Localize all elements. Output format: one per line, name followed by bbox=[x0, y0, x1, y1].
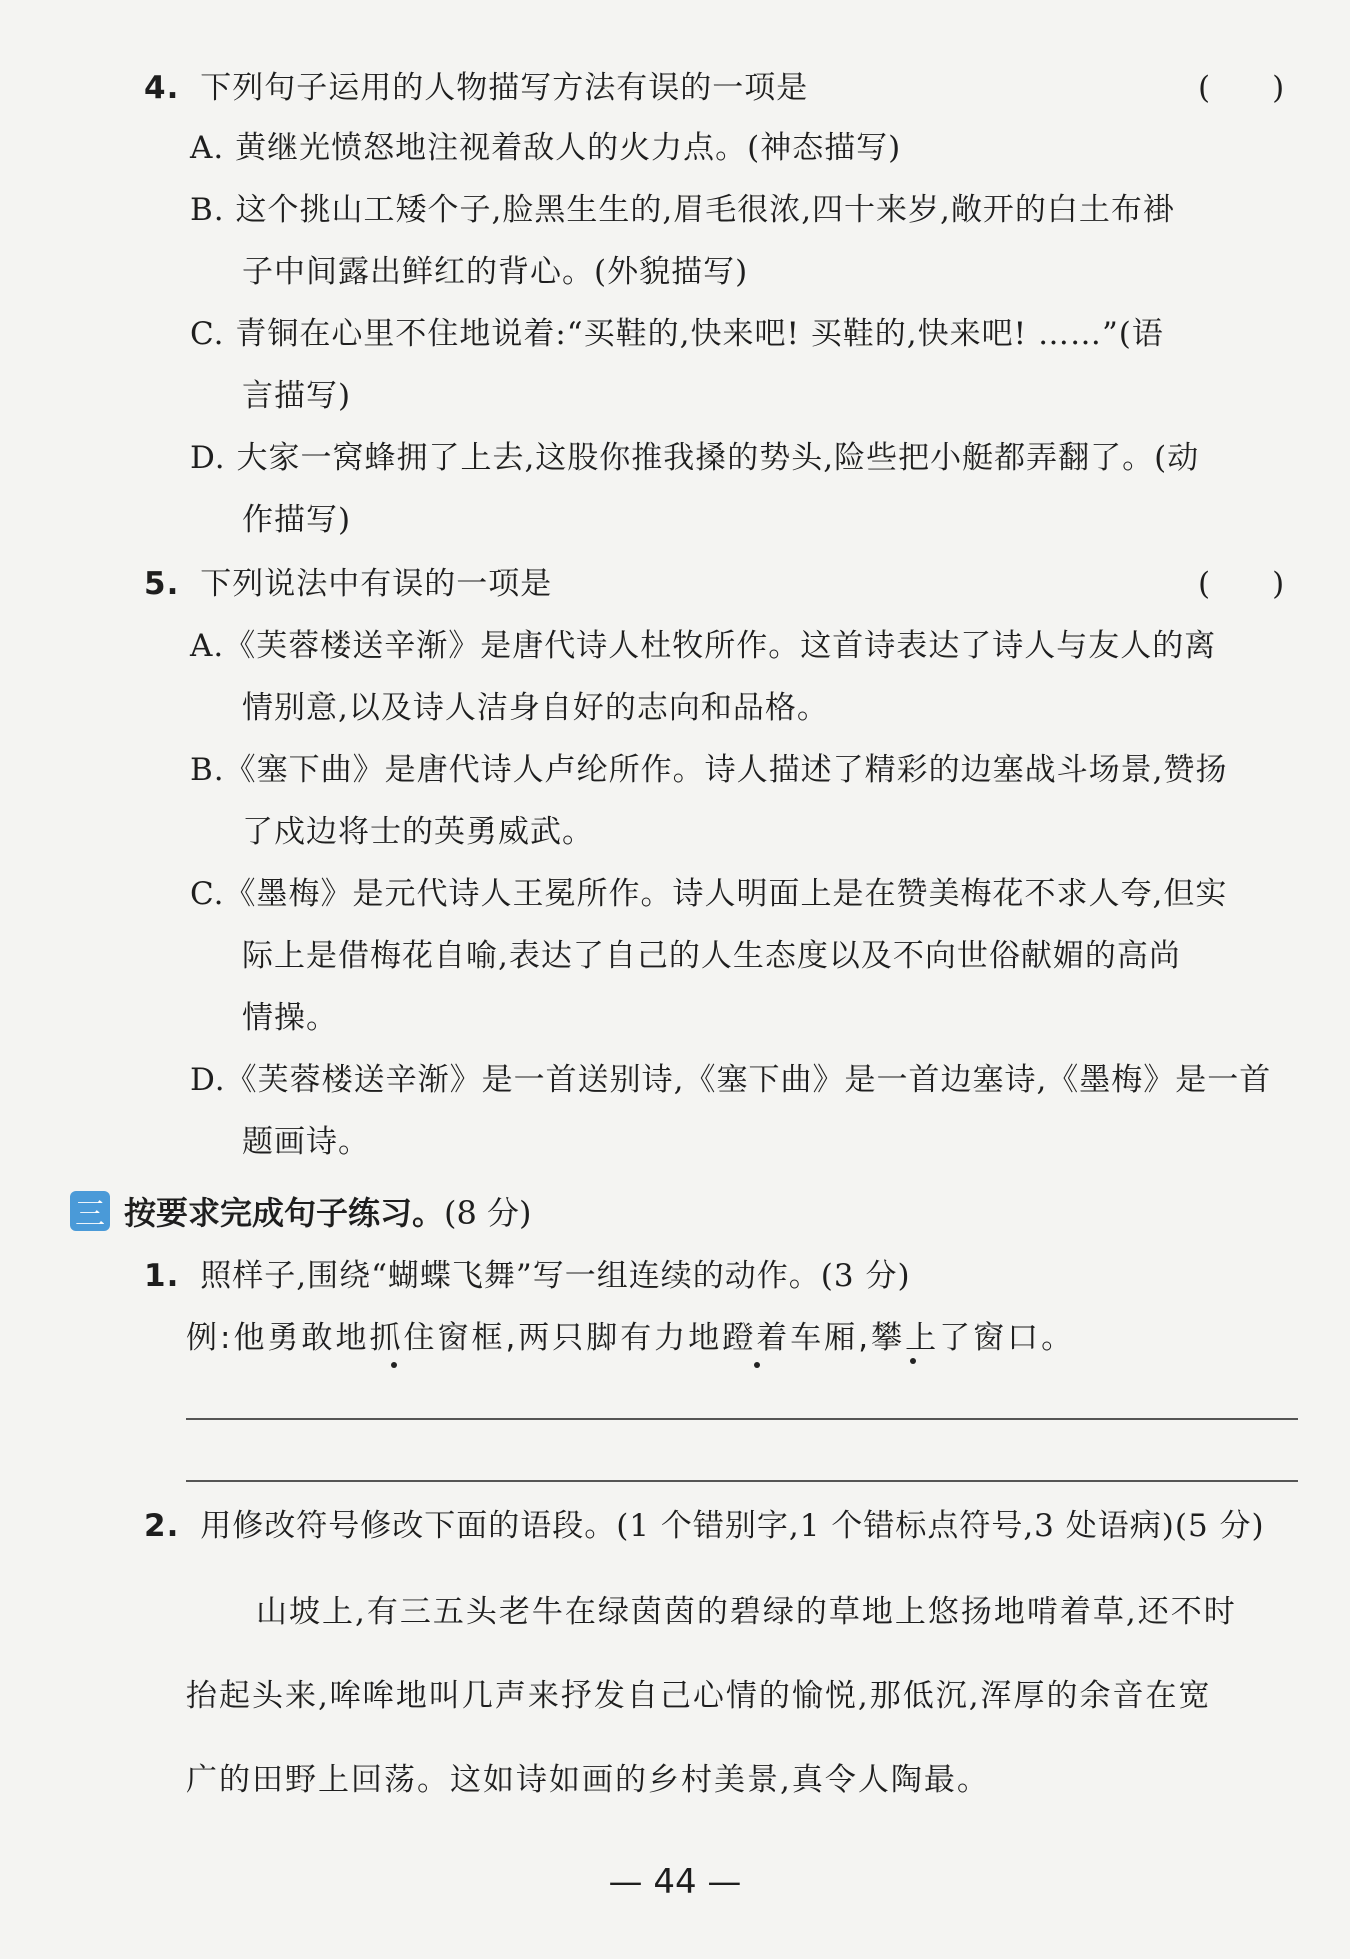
q5-option-a: A.《芙蓉楼送辛渐》是唐代诗人杜牧所作。这首诗表达了诗人与友人的离 bbox=[190, 628, 1217, 664]
emphasis-dot bbox=[391, 1362, 397, 1368]
question-number: 4. bbox=[144, 70, 180, 106]
q5-option-b-cont: 了戍边将士的英勇威武。 bbox=[242, 814, 594, 850]
section-title-text: 按要求完成句子练习。 bbox=[124, 1194, 445, 1232]
question-number: 1. bbox=[144, 1258, 180, 1294]
q5-option-c: C.《墨梅》是元代诗人王冕所作。诗人明面上是在赞美梅花不求人夸,但实 bbox=[190, 876, 1228, 912]
q5-option-c-cont2: 情操。 bbox=[242, 1000, 338, 1036]
q5-option-b: B.《塞下曲》是唐代诗人卢纶所作。诗人描述了精彩的边塞战斗场景,赞扬 bbox=[190, 752, 1228, 788]
section-points: (8 分) bbox=[444, 1194, 532, 1232]
q4-option-d-cont: 作描写) bbox=[242, 502, 352, 538]
q5-option-d-cont: 题画诗。 bbox=[242, 1124, 370, 1160]
answer-parentheses: ( ) bbox=[1198, 566, 1285, 602]
q4-option-a: A. 黄继光愤怒地注视着敌人的火力点。(神态描写) bbox=[190, 130, 902, 166]
question-stem: 下列句子运用的人物描写方法有误的一项是 bbox=[200, 70, 809, 106]
passage-line-2: 抬起头来,哞哞地叫几声来抒发自己心情的愉悦,那低沉,浑厚的余音在宽 bbox=[186, 1678, 1212, 1714]
emphasis-dot bbox=[754, 1362, 760, 1368]
q4-option-d: D. 大家一窝蜂拥了上去,这股你推我搡的势头,险些把小艇都弄翻了。(动 bbox=[190, 440, 1200, 476]
section-badge: 三 bbox=[70, 1191, 110, 1231]
q5-option-a-cont: 情别意,以及诗人洁身自好的志向和品格。 bbox=[242, 690, 829, 726]
answer-parentheses: ( ) bbox=[1198, 70, 1285, 106]
section-title bbox=[124, 1188, 532, 1234]
answer-line[interactable] bbox=[186, 1480, 1298, 1482]
example-sentence: 例:他勇敢地抓住窗框,两只脚有力地蹬着车厢,攀上了窗口。 bbox=[186, 1320, 1076, 1356]
q4-option-b: B. 这个挑山工矮个子,脸黑生生的,眉毛很浓,四十来岁,敞开的白土布褂 bbox=[190, 192, 1175, 228]
question-5 bbox=[144, 564, 552, 604]
page-number: — 44 — bbox=[608, 1862, 742, 1902]
question-text: 照样子,围绕“蝴蝶飞舞”写一组连续的动作。(3 分) bbox=[200, 1258, 911, 1294]
q4-option-c: C. 青铜在心里不住地说着:“买鞋的,快来吧! 买鞋的,快来吧! ……”(语 bbox=[190, 316, 1164, 352]
question-stem: 下列说法中有误的一项是 bbox=[200, 566, 553, 602]
passage-line-3: 广的田野上回荡。这如诗如画的乡村美景,真令人陶最。 bbox=[186, 1762, 990, 1798]
q5-option-c-cont: 际上是借梅花自喻,表达了自己的人生态度以及不向世俗献媚的高尚 bbox=[242, 938, 1181, 974]
passage-line-1: 山坡上,有三五头老牛在绿茵茵的碧绿的草地上悠扬地啃着草,还不时 bbox=[256, 1594, 1237, 1630]
section-header bbox=[70, 1188, 532, 1234]
question-number: 5. bbox=[144, 566, 180, 602]
answer-line[interactable] bbox=[186, 1418, 1298, 1420]
question-4 bbox=[144, 68, 808, 108]
question-number: 2. bbox=[144, 1508, 180, 1544]
subquestion-1 bbox=[144, 1256, 911, 1296]
q4-option-b-cont: 子中间露出鲜红的背心。(外貌描写) bbox=[242, 254, 749, 290]
q4-option-c-cont: 言描写) bbox=[242, 378, 352, 414]
subquestion-2 bbox=[144, 1506, 1265, 1546]
emphasis-dot bbox=[910, 1358, 916, 1364]
q5-option-d: D.《芙蓉楼送辛渐》是一首送别诗,《塞下曲》是一首边塞诗,《墨梅》是一首 bbox=[190, 1062, 1272, 1098]
question-text: 用修改符号修改下面的语段。(1 个错别字,1 个错标点符号,3 处语病)(5 分) bbox=[200, 1508, 1265, 1544]
